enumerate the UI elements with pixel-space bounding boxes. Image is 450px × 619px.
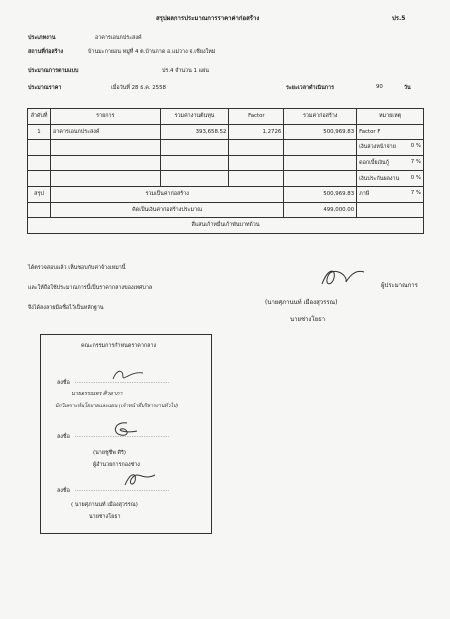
table-header-row [28, 109, 424, 125]
table-row [28, 155, 424, 171]
col-header-total: รวมค่าก่อสร้าง [284, 109, 357, 125]
member-3-role: นายช่างโยธา [89, 514, 121, 520]
member-1-role: นักวิเคราะห์นโยบายและแผน (เจ้าหน้าที่บริหารงานทั่วไป) [55, 403, 179, 409]
estimator-role: ผู้ประมาณการ [381, 282, 418, 289]
row-item: อาคารเอนกประสงค์ [50, 124, 160, 140]
member-2-name: (นายชูชีพ ศิริ) [93, 450, 126, 456]
summary-text: รวมเป็นค่าก่อสร้าง [50, 186, 283, 202]
dotted-line: ....................................................... [75, 433, 170, 439]
sign-prefix: ลงชื่อ [57, 380, 70, 386]
committee-box [40, 334, 212, 534]
work-type-value: อาคารเอนกประสงค์ [95, 35, 142, 41]
col-header-factor: Factor [229, 109, 284, 125]
summary-note [357, 186, 424, 202]
plan-label: ประมาณการตามแบบ [28, 68, 79, 74]
note-label: ภาษี [359, 191, 370, 198]
cost-summary-table [27, 108, 424, 234]
note-value: 0 % [410, 143, 421, 150]
duration-value: 90 [376, 84, 383, 90]
rounded-row [28, 202, 424, 218]
summary-label: สรุป [28, 186, 51, 202]
sign-prefix: ลงชื่อ [57, 434, 70, 440]
row-no: 1 [28, 124, 51, 140]
note-label: ดอกเบี้ยเงินกู้ [359, 160, 389, 167]
duration-unit: วัน [404, 85, 411, 91]
row-note [357, 171, 424, 187]
row-cost: 393,658.52 [160, 124, 229, 140]
row-note [357, 124, 424, 140]
member-3-name: ( นายศุภานนท์ เมืองสุวรรณ) [71, 502, 138, 508]
certify-line-3: จึงได้ลงลายมือชื่อไว้เป็นหลักฐาน [28, 305, 104, 311]
dotted-line: ....................................................... [75, 487, 170, 493]
sign-prefix: ลงชื่อ [57, 488, 70, 494]
rounded-total: 499,000.00 [284, 202, 357, 218]
table-row [28, 124, 424, 140]
member-1-name: นายอรรณพร ศิวอาภา [71, 391, 123, 397]
member-2-signature [107, 419, 141, 439]
note-value: 7 % [410, 159, 421, 166]
estimator-signature [318, 264, 368, 290]
col-header-note: หมายเหตุ [357, 109, 424, 125]
note-label: เงินล่วงหน้าจ่าย [359, 144, 396, 151]
member-2-role: ผู้อำนวยการกองช่าง [93, 462, 140, 468]
price-date-label: ประมาณราคา [28, 85, 62, 91]
note-value: 7 % [410, 190, 421, 197]
amount-in-words: สี่แสนเก้าหมื่นเก้าพันบาทถ้วน [28, 218, 424, 234]
member-1-signature [111, 367, 145, 383]
col-header-item: รายการ [50, 109, 160, 125]
estimator-name: (นายศุภานนท์ เมืองสุวรรณ) [265, 299, 338, 306]
note-label: Factor F [359, 128, 381, 135]
col-header-cost: รวมค่างานต้นทุน [160, 109, 229, 125]
row-note [357, 140, 424, 156]
committee-title: คณะกรรมการกำหนดราคากลาง [81, 343, 157, 349]
table-row [28, 171, 424, 187]
certify-line-2: และให้ถือใช้ประมาณการนี้เป็นราคากลางของเทศบาล [28, 285, 153, 291]
table-row [28, 140, 424, 156]
note-label: เงินประกันผลงาน [359, 175, 400, 182]
summary-row [28, 186, 424, 202]
dotted-line: ....................................................... [75, 379, 170, 385]
price-date-value: เมื่อวันที่ 28 ธ.ค. 2558 [111, 85, 166, 91]
work-type-label: ประเภทงาน [28, 35, 56, 41]
col-header-no: ลำดับที่ [28, 109, 51, 125]
form-code: ปร.5 [392, 15, 406, 22]
site-value: บ้านมะกายอน หมู่ที่ 4 ต.บ้านกาด อ.แม่วาง จ.เชียงใหม่ [88, 49, 216, 55]
estimator-position: นายช่างโยธา [290, 316, 326, 323]
summary-total: 500,969.83 [284, 186, 357, 202]
document-title: สรุปผลการประมาณการราคาค่าก่อสร้าง [156, 15, 260, 22]
rounded-text: คิดเป็นเงินค่าก่อสร้างประมาณ [50, 202, 283, 218]
words-row [28, 218, 424, 234]
duration-label: ระยะเวลาดำเนินการ [286, 85, 334, 91]
certify-line-1: ได้ตรวจสอบแล้ว เห็นชอบกับค่าจ้างเหมานี้ [28, 265, 126, 271]
member-3-signature [121, 469, 157, 489]
row-total: 500,969.83 [284, 124, 357, 140]
plan-value: ปร.4 จำนวน 1 แผ่น [162, 68, 209, 74]
row-factor: 1.2726 [229, 124, 284, 140]
site-label: สถานที่ก่อสร้าง [28, 49, 64, 55]
note-value: 0 % [410, 174, 421, 181]
row-note [357, 155, 424, 171]
